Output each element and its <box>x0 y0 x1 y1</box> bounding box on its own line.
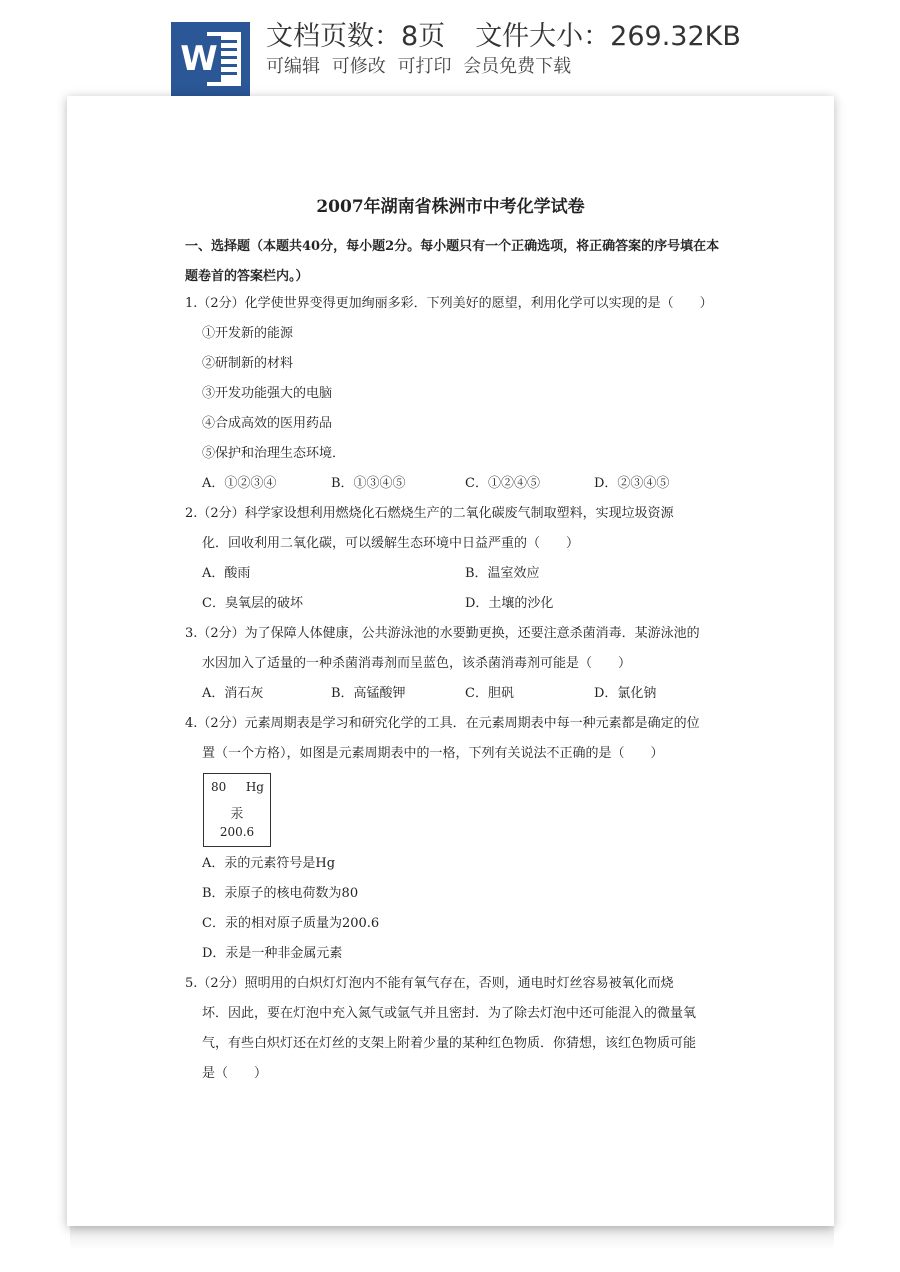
answer-option: A．汞的元素符号是Hg <box>202 856 336 871</box>
question-1-item: ②研制新的材料 <box>202 356 294 371</box>
question-3-stem: 3.（2分）为了保障人体健康，公共游泳池的水要勤更换，还要注意杀菌消毒．某游泳池的 <box>185 626 700 641</box>
answer-option: C．胆矾 <box>465 686 514 701</box>
document-page <box>67 96 834 1226</box>
document-title: 2007年湖南省株洲市中考化学试卷 <box>316 197 585 217</box>
element-name: 汞 <box>230 807 244 822</box>
download-banner <box>0 0 900 96</box>
answer-option: B．高锰酸钾 <box>331 686 406 701</box>
question-5-stem: 5.（2分）照明用的白炽灯灯泡内不能有氧气存在，否则，通电时灯丝容易被氧化而烧 <box>185 976 674 991</box>
question-5-stem: 坏．因此，要在灯泡中充入氮气或氩气并且密封．为了除去灯泡中还可能混入的微量氧 <box>202 1006 697 1021</box>
question-2-stem: 2.（2分）科学家设想利用燃烧化石燃烧生产的二氧化碳废气制取塑料，实现垃圾资源 <box>185 506 674 521</box>
atomic-mass: 200.6 <box>219 825 255 839</box>
question-1-item: ⑤保护和治理生态环境． <box>202 446 346 461</box>
answer-option: D．汞是一种非金属元素 <box>202 946 343 961</box>
page-count: 文档页数：8页 <box>266 21 446 52</box>
word-doc-icon <box>171 22 250 96</box>
element-symbol: Hg <box>245 780 264 794</box>
question-2-stem: 化．回收利用二氧化碳，可以缓解生态环境中日益严重的（ ） <box>202 536 580 551</box>
question-4-stem: 置（一个方格），如图是元素周期表中的一格，下列有关说法不正确的是（ ） <box>202 746 664 761</box>
answer-option: D．氯化钠 <box>594 686 657 701</box>
answer-option: B．①③④⑤ <box>331 476 406 491</box>
question-1-stem: 1.（2分）化学使世界变得更加绚丽多彩．下列美好的愿望，利用化学可以实现的是（ ） <box>185 296 713 311</box>
answer-option: C．汞的相对原子质量为200.6 <box>202 916 380 931</box>
file-size: 文件大小：269.32KB <box>475 21 741 52</box>
question-3-stem: 水因加入了适量的一种杀菌消毒剂而呈蓝色，该杀菌消毒剂可能是（ ） <box>202 656 632 671</box>
answer-option: C．①②④⑤ <box>465 476 540 491</box>
question-1-item: ④合成高效的医用药品 <box>202 416 333 431</box>
answer-option: B．温室效应 <box>465 566 540 581</box>
answer-option: A．酸雨 <box>202 566 251 581</box>
icon-letter: W <box>177 36 221 82</box>
question-5-stem: 气，有些白炽灯还在灯丝的支架上附着少量的某种红色物质．你猜想，该红色物质可能 <box>202 1036 697 1051</box>
answer-option: A．消石灰 <box>202 686 264 701</box>
answer-option: B．汞原子的核电荷数为80 <box>202 886 359 901</box>
feature-list: 可编辑 可修改 可打印 会员免费下载 <box>266 56 572 77</box>
question-5-stem: 是（ ） <box>202 1066 268 1081</box>
section-heading: 一、选择题（本题共40分，每小题2分。每小题只有一个正确选项，将正确答案的序号填在本题卷首的答案栏内。） <box>185 239 720 284</box>
answer-option: D．土壤的沙化 <box>465 596 554 611</box>
file-info <box>266 20 741 54</box>
question-1-item: ①开发新的能源 <box>202 326 294 341</box>
answer-option: A．①②③④ <box>202 476 277 491</box>
paper-shadow <box>70 1222 834 1250</box>
periodic-table-cell <box>203 773 271 847</box>
answer-option: D．②③④⑤ <box>594 476 670 491</box>
question-4-stem: 4.（2分）元素周期表是学习和研究化学的工具．在元素周期表中每一种元素都是确定的位 <box>185 716 700 731</box>
question-1-item: ③开发功能强大的电脑 <box>202 386 333 401</box>
answer-option: C．臭氧层的破坏 <box>202 596 303 611</box>
atomic-number: 80 <box>211 780 227 794</box>
